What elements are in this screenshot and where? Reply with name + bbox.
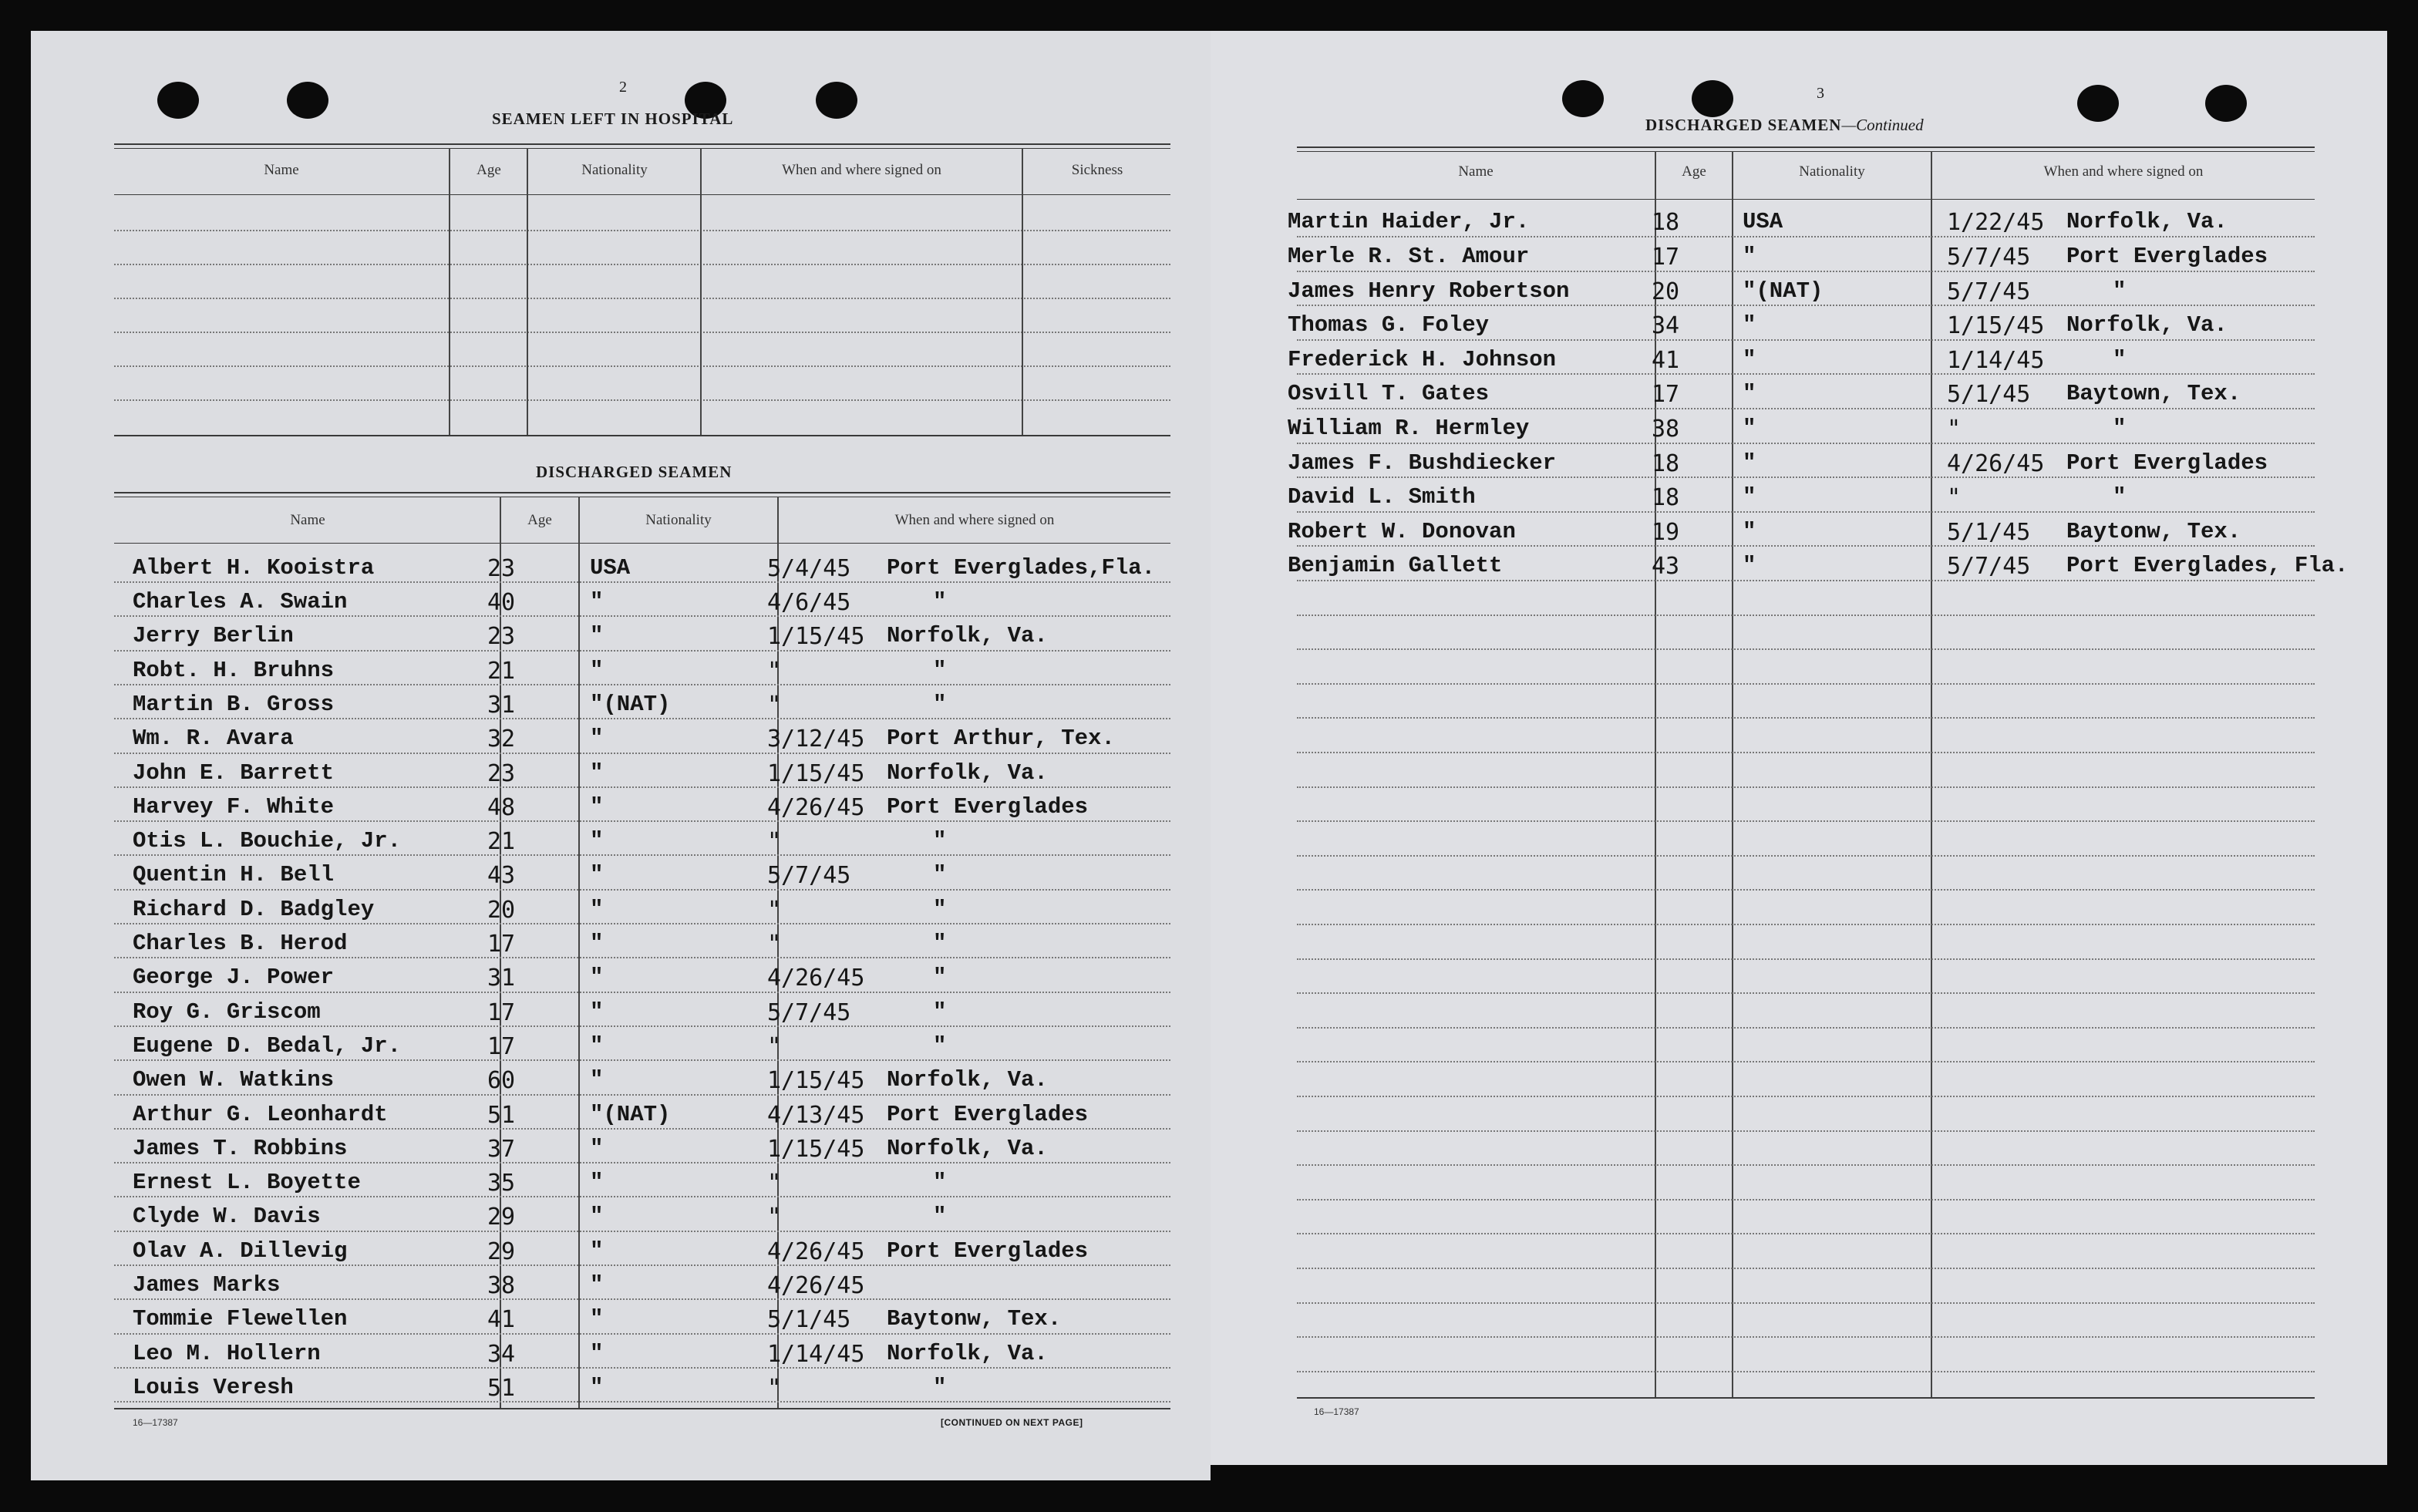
table-row [31, 687, 1211, 721]
seaman-name: Harvey F. White [133, 793, 335, 820]
signed-on-date: 4/26/45 [767, 1238, 865, 1265]
hospital-header-signed-on: When and where signed on [782, 162, 941, 178]
seaman-name: Frederick H. Johnson [1288, 346, 1557, 372]
signed-on-date: 5/7/45 [767, 862, 851, 890]
seaman-name: Leo M. Hollern [133, 1340, 321, 1366]
seaman-name: Wm. R. Avara [133, 726, 294, 752]
seaman-age: 51 [487, 1101, 516, 1129]
signed-on-place: Port Everglades [887, 793, 1089, 820]
row-rule [1297, 1268, 2315, 1269]
signed-on-place: Norfolk, Va. [887, 1340, 1048, 1366]
seaman-age: 32 [487, 726, 516, 753]
seaman-age: 41 [487, 1306, 516, 1334]
right-page [1211, 31, 2387, 1465]
seaman-age: 20 [1652, 278, 1680, 305]
signed-on-place: " [933, 965, 947, 991]
seaman-nationality: " [590, 1340, 604, 1366]
row-rule [1297, 1164, 2315, 1166]
right-header-name: Name [1458, 163, 1494, 180]
row-rule [1297, 615, 2315, 616]
seaman-nationality: " [590, 1272, 604, 1298]
table-row [31, 1336, 1211, 1370]
signed-on-place: Port Everglades [2066, 244, 2268, 269]
signed-on-date: 5/7/45 [767, 998, 851, 1026]
signed-on-date: " [1947, 484, 1962, 512]
seaman-age: 23 [487, 554, 516, 582]
page-number: 3 [1817, 85, 1824, 102]
row-rule [1297, 924, 2315, 925]
signed-on-date: 4/26/45 [767, 1272, 865, 1299]
signed-on-date: 1/14/45 [767, 1340, 865, 1368]
row-rule [1297, 992, 2315, 994]
table-row [31, 1268, 1211, 1302]
signed-on-date: 5/4/45 [767, 554, 851, 582]
signed-on-place: Norfolk, Va. [887, 1135, 1048, 1161]
seaman-age: 38 [487, 1272, 516, 1299]
seaman-age: 17 [1652, 244, 1680, 271]
hospital-section-title: SEAMEN LEFT IN HOSPITAL [492, 109, 734, 128]
table-row [31, 857, 1211, 891]
seaman-name: Charles A. Swain [133, 589, 348, 615]
discharged-header-age: Age [527, 512, 552, 528]
right-header-signed-on: When and where signed on [2043, 163, 2204, 180]
table-row [31, 551, 1211, 584]
seaman-nationality: " [590, 589, 604, 615]
seaman-age: 38 [1652, 416, 1680, 443]
signed-on-place: Baytown, Tex. [2066, 381, 2241, 407]
signed-on-date: 5/1/45 [1947, 518, 2031, 546]
row-rule [1297, 958, 2315, 960]
form-number: 16—17387 [133, 1417, 178, 1428]
seaman-name: Richard D. Badgley [133, 896, 375, 922]
seaman-name: Merle R. St. Amour [1288, 244, 1530, 269]
seaman-name: Roy G. Griscom [133, 998, 321, 1025]
seaman-nationality: " [590, 1170, 604, 1196]
seaman-name: David L. Smith [1288, 484, 1476, 510]
row-rule [1297, 717, 2315, 719]
seaman-nationality: " [590, 793, 604, 820]
row-rule [1297, 1096, 2315, 1097]
seaman-name: Arthur G. Leonhardt [133, 1101, 388, 1127]
seaman-age: 18 [1652, 484, 1680, 512]
seaman-age: 43 [487, 862, 516, 890]
table-row [1211, 548, 2387, 582]
table-row [31, 1097, 1211, 1131]
signed-on-place: Norfolk, Va. [887, 1067, 1048, 1093]
signed-on-place: " [2113, 484, 2127, 510]
seaman-nationality: " [590, 726, 604, 752]
seaman-nationality: " [590, 1135, 604, 1161]
seaman-nationality: USA [590, 554, 631, 581]
table-row [31, 790, 1211, 823]
signed-on-date: 1/15/45 [767, 759, 865, 787]
page-number: 2 [619, 79, 627, 96]
signed-on-place: " [933, 862, 947, 888]
seaman-name: Otis L. Bouchie, Jr. [133, 828, 402, 854]
seaman-age: 17 [487, 1032, 516, 1060]
signed-on-date: " [767, 896, 782, 924]
seaman-nationality: " [1743, 450, 1756, 476]
signed-on-place: " [2113, 346, 2127, 372]
seaman-nationality: " [590, 657, 604, 683]
table-row [31, 653, 1211, 687]
seaman-name: Robt. H. Bruhns [133, 657, 335, 683]
seaman-nationality: " [1743, 244, 1756, 269]
seaman-age: 31 [487, 965, 516, 992]
seaman-age: 34 [1652, 312, 1680, 340]
signed-on-place: " [933, 691, 947, 717]
seaman-nationality: " [590, 1067, 604, 1093]
table-row [31, 756, 1211, 790]
row-rule [1297, 752, 2315, 753]
hospital-header-sickness: Sickness [1071, 162, 1123, 178]
hospital-header-age: Age [477, 162, 501, 178]
seaman-nationality: " [590, 1238, 604, 1264]
signed-on-place: " [933, 998, 947, 1025]
seaman-nationality: " [590, 862, 604, 888]
seaman-name: Martin B. Gross [133, 691, 335, 717]
seaman-age: 37 [487, 1135, 516, 1163]
seaman-name: Albert H. Kooistra [133, 554, 375, 581]
table-row [31, 1302, 1211, 1335]
seaman-nationality: " [590, 931, 604, 956]
seaman-age: 18 [1652, 209, 1680, 237]
signed-on-date: " [767, 1204, 782, 1231]
table-row [1211, 308, 2387, 342]
row-rule [1297, 1027, 2315, 1029]
signed-on-date: 1/15/45 [767, 1067, 865, 1095]
table-row [31, 618, 1211, 652]
seaman-nationality: " [590, 759, 604, 786]
table-row [31, 823, 1211, 857]
left-page [31, 31, 1211, 1480]
seaman-nationality: " [1743, 346, 1756, 372]
table-row [31, 1062, 1211, 1096]
seaman-nationality: " [1743, 553, 1756, 579]
title-suffix: —Continued [1841, 116, 1924, 134]
row-rule [1297, 1130, 2315, 1132]
signed-on-date: 4/26/45 [767, 793, 865, 821]
seaman-name: James T. Robbins [133, 1135, 348, 1161]
table-row [31, 721, 1211, 755]
seaman-name: Thomas G. Foley [1288, 312, 1490, 338]
table-row [31, 1199, 1211, 1233]
discharged-seamen-continued-list [1211, 31, 2387, 1465]
signed-on-place: " [933, 1374, 947, 1400]
seaman-age: 17 [1652, 381, 1680, 409]
seaman-age: 29 [487, 1238, 516, 1265]
table-row [1211, 411, 2387, 445]
seaman-age: 40 [487, 589, 516, 616]
seaman-nationality: " [590, 1032, 604, 1059]
signed-on-place: " [2113, 416, 2127, 441]
discharged-header-nationality: Nationality [645, 512, 712, 528]
table-row [31, 995, 1211, 1029]
seaman-nationality: " [590, 965, 604, 991]
seaman-nationality: "(NAT) [590, 691, 671, 717]
seaman-age: 34 [487, 1340, 516, 1368]
table-row [31, 1165, 1211, 1199]
table-row [1211, 514, 2387, 548]
seaman-age: 35 [487, 1170, 516, 1197]
right-header-nationality: Nationality [1799, 163, 1865, 180]
title-main: DISCHARGED SEAMEN [1645, 116, 1842, 134]
hospital-header-name: Name [264, 162, 299, 178]
seaman-age: 60 [487, 1067, 516, 1095]
row-rule [1297, 855, 2315, 857]
signed-on-date: " [767, 1170, 782, 1197]
signed-on-date: 5/1/45 [1947, 381, 2031, 409]
seaman-nationality: " [1743, 312, 1756, 338]
seaman-age: 18 [1652, 450, 1680, 477]
seaman-name: Jerry Berlin [133, 623, 294, 649]
table-row [1211, 274, 2387, 308]
table-row [31, 926, 1211, 960]
row-rule [1297, 1233, 2315, 1234]
signed-on-place: " [933, 896, 947, 922]
signed-on-date: 4/26/45 [1947, 450, 2045, 477]
seaman-name: Martin Haider, Jr. [1288, 209, 1530, 235]
seaman-age: 17 [487, 931, 516, 958]
seaman-nationality: " [590, 1306, 604, 1332]
signed-on-date: 4/13/45 [767, 1101, 865, 1129]
signed-on-place: " [933, 657, 947, 683]
seaman-name: Osvill T. Gates [1288, 381, 1490, 407]
seaman-age: 48 [487, 793, 516, 821]
signed-on-place: " [933, 1170, 947, 1196]
discharged-header-name: Name [290, 512, 325, 528]
seaman-name: James Marks [133, 1272, 281, 1298]
row-rule [1297, 1302, 2315, 1304]
continued-note: [CONTINUED ON NEXT PAGE] [941, 1417, 1083, 1428]
row-rule [1297, 889, 2315, 891]
row-rule [1297, 1199, 2315, 1201]
row-rule [1297, 820, 2315, 822]
table-row [1211, 480, 2387, 514]
seaman-nationality: " [1743, 484, 1756, 510]
signed-on-place: " [933, 828, 947, 854]
seaman-name: George J. Power [133, 965, 335, 991]
hospital-header-nationality: Nationality [581, 162, 648, 178]
signed-on-date: " [767, 657, 782, 685]
seaman-age: 51 [487, 1374, 516, 1402]
signed-on-place: Norfolk, Va. [2066, 209, 2228, 235]
signed-on-date: 1/22/45 [1947, 209, 2045, 237]
signed-on-date: 1/14/45 [1947, 346, 2045, 374]
signed-on-place: Port Everglades [887, 1101, 1089, 1127]
seaman-name: Charles B. Herod [133, 931, 348, 956]
signed-on-date: 3/12/45 [767, 726, 865, 753]
signed-on-place: Baytonw, Tex. [887, 1306, 1062, 1332]
signed-on-place: Port Everglades, Fla. [2066, 553, 2349, 579]
seaman-age: 19 [1652, 518, 1680, 546]
seaman-age: 29 [487, 1204, 516, 1231]
row-rule [1297, 786, 2315, 788]
seaman-age: 17 [487, 998, 516, 1026]
seaman-nationality: " [590, 896, 604, 922]
seaman-name: James F. Bushdiecker [1288, 450, 1557, 476]
table-row [31, 892, 1211, 926]
seaman-name: Robert W. Donovan [1288, 518, 1516, 544]
seaman-name: Quentin H. Bell [133, 862, 335, 888]
table-row [1211, 376, 2387, 410]
signed-on-date: 1/15/45 [767, 623, 865, 651]
right-header-age: Age [1682, 163, 1706, 180]
seaman-age: 23 [487, 759, 516, 787]
seaman-name: William R. Hermley [1288, 416, 1530, 441]
seaman-nationality: " [1743, 518, 1756, 544]
signed-on-place: " [933, 1204, 947, 1230]
table-row [1211, 446, 2387, 480]
signed-on-place: Port Arthur, Tex. [887, 726, 1115, 752]
table-row [31, 960, 1211, 994]
seaman-name: Clyde W. Davis [133, 1204, 321, 1230]
seaman-name: Owen W. Watkins [133, 1067, 335, 1093]
signed-on-date: 4/6/45 [767, 589, 851, 616]
seaman-nationality: USA [1743, 209, 1783, 235]
signed-on-place: Baytonw, Tex. [2066, 518, 2241, 544]
signed-on-date: " [767, 691, 782, 719]
seaman-name: Benjamin Gallett [1288, 553, 1503, 579]
signed-on-date: " [767, 1374, 782, 1402]
table-row [1211, 239, 2387, 273]
signed-on-place: Norfolk, Va. [887, 623, 1048, 649]
table-row [1211, 342, 2387, 376]
seaman-nationality: " [590, 1374, 604, 1400]
discharged-seamen-list [31, 31, 1211, 1480]
signed-on-date: " [1947, 416, 1962, 443]
row-rule [1297, 1336, 2315, 1338]
signed-on-date: " [767, 828, 782, 856]
signed-on-place: " [933, 1032, 947, 1059]
signed-on-date: 1/15/45 [1947, 312, 2045, 340]
seaman-age: 23 [487, 623, 516, 651]
seaman-nationality: " [590, 998, 604, 1025]
seaman-nationality: " [590, 828, 604, 854]
row-rule [1297, 1061, 2315, 1062]
discharged-header-signed-on: When and where signed on [894, 512, 1055, 528]
signed-on-place: " [2113, 278, 2127, 304]
signed-on-date: 4/26/45 [767, 965, 865, 992]
signed-on-date: 5/7/45 [1947, 244, 2031, 271]
seaman-nationality: "(NAT) [1743, 278, 1824, 304]
signed-on-date: " [767, 931, 782, 958]
discharged-section-title: DISCHARGED SEAMEN [536, 463, 732, 481]
signed-on-place: Norfolk, Va. [887, 759, 1048, 786]
seaman-name: Eugene D. Bedal, Jr. [133, 1032, 402, 1059]
table-row [31, 1370, 1211, 1404]
seaman-name: Louis Veresh [133, 1374, 294, 1400]
signed-on-date: 5/7/45 [1947, 553, 2031, 581]
signed-on-place: Norfolk, Va. [2066, 312, 2228, 338]
seaman-name: Tommie Flewellen [133, 1306, 348, 1332]
seaman-nationality: " [1743, 381, 1756, 407]
signed-on-place: Port Everglades,Fla. [887, 554, 1156, 581]
table-row [31, 1131, 1211, 1165]
seaman-name: John E. Barrett [133, 759, 335, 786]
table-row [31, 1234, 1211, 1268]
seaman-name: Olav A. Dillevig [133, 1238, 348, 1264]
signed-on-date: 1/15/45 [767, 1135, 865, 1163]
table-row [31, 1029, 1211, 1062]
seaman-age: 21 [487, 828, 516, 856]
row-rule [1297, 648, 2315, 650]
signed-on-place: Port Everglades [2066, 450, 2268, 476]
seaman-name: James Henry Robertson [1288, 278, 1570, 304]
table-row [31, 584, 1211, 618]
seaman-nationality: " [590, 1204, 604, 1230]
signed-on-place: Port Everglades [887, 1238, 1089, 1264]
row-rule [1297, 683, 2315, 685]
seaman-age: 41 [1652, 346, 1680, 374]
signed-on-date: " [767, 1032, 782, 1060]
seaman-age: 21 [487, 657, 516, 685]
seaman-age: 31 [487, 691, 516, 719]
seaman-name: Ernest L. Boyette [133, 1170, 361, 1196]
signed-on-date: 5/1/45 [767, 1306, 851, 1334]
table-row [1211, 204, 2387, 238]
seaman-age: 43 [1652, 553, 1680, 581]
seaman-nationality: " [1743, 416, 1756, 441]
form-number: 16—17387 [1314, 1406, 1359, 1417]
row-rule [1297, 1371, 2315, 1372]
seaman-age: 20 [487, 896, 516, 924]
signed-on-place: " [933, 589, 947, 615]
seaman-nationality: " [590, 623, 604, 649]
seaman-nationality: "(NAT) [590, 1101, 671, 1127]
signed-on-date: 5/7/45 [1947, 278, 2031, 305]
signed-on-place: " [933, 931, 947, 956]
